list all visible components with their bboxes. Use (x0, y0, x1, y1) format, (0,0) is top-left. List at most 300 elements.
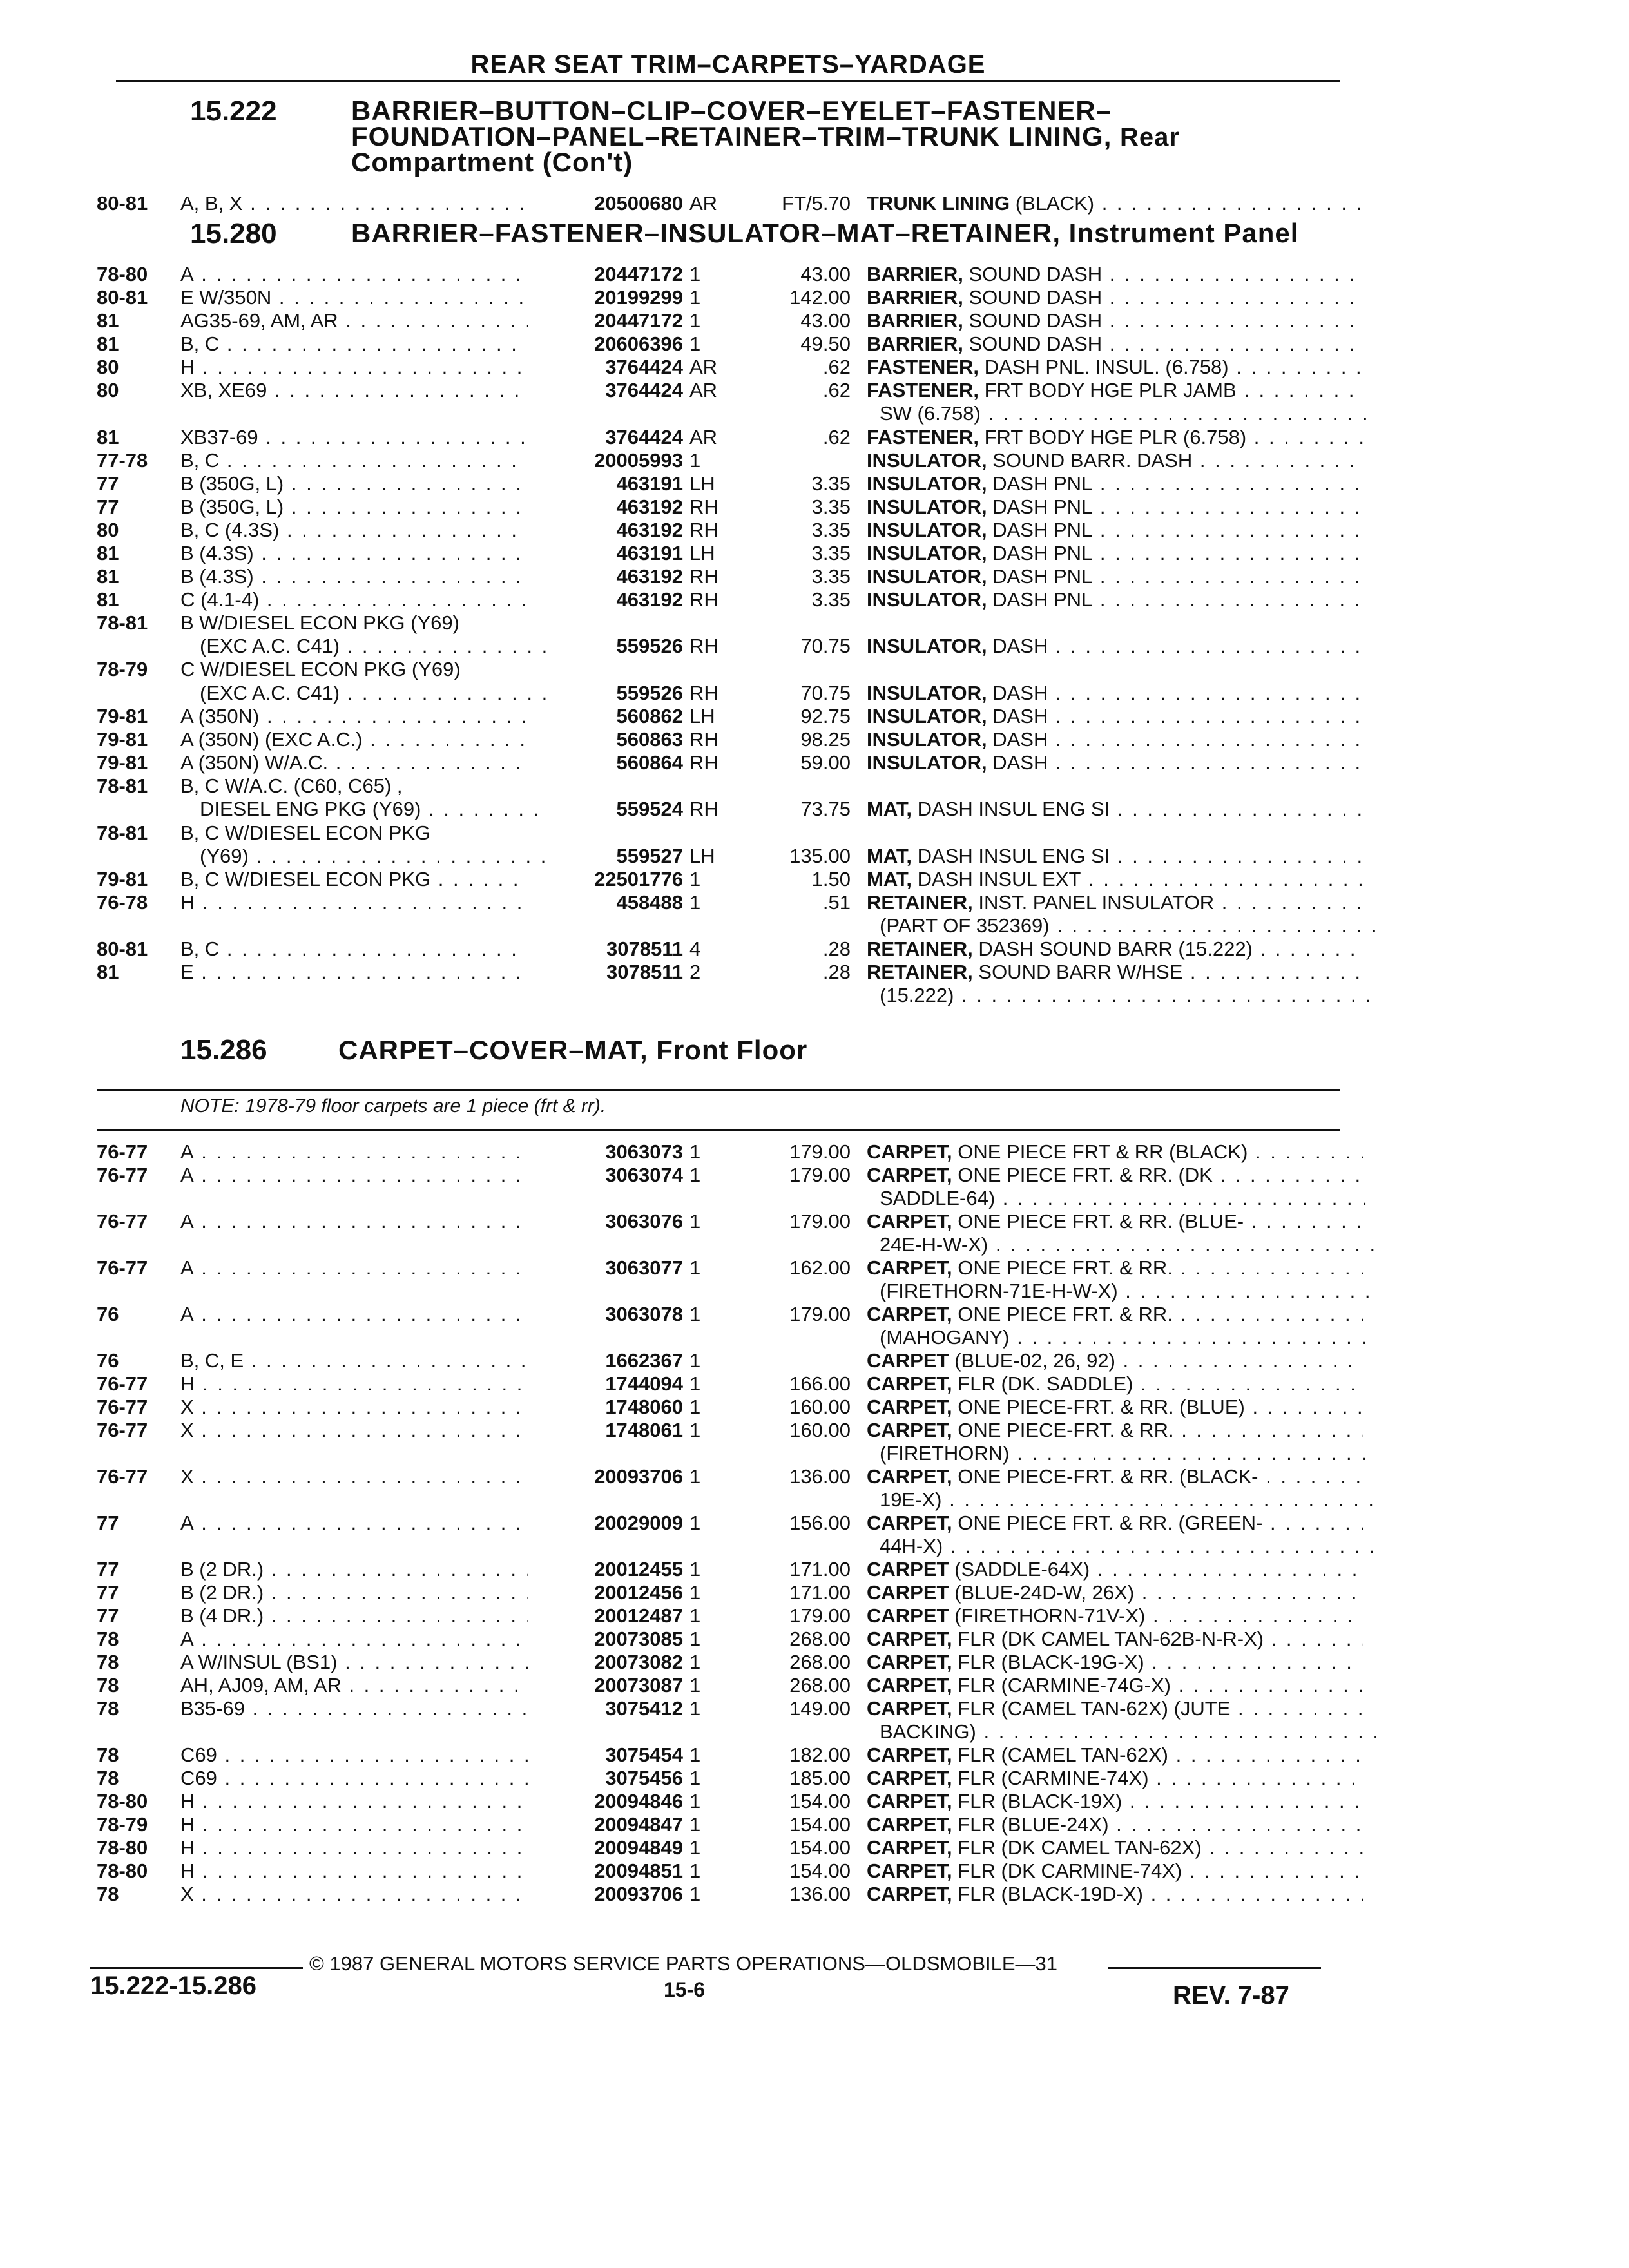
part-number: 1748060 (605, 1396, 683, 1418)
description-detail: 24E-H-W-X) (880, 1233, 988, 1256)
quantity: 1 (689, 891, 701, 914)
description-name: CARPET, (867, 1140, 952, 1163)
table-row (0, 542, 1629, 565)
model-year: 78 (97, 1883, 119, 1905)
model-year: 78-81 (97, 774, 148, 797)
description-name: CARPET, (867, 1628, 952, 1650)
model-year: 79-81 (97, 728, 148, 751)
description (867, 1790, 1363, 1813)
table-row (0, 1442, 1629, 1465)
quantity: RH (689, 565, 718, 588)
section-title-text: BARRIER–FASTENER–INSULATOR–MAT–RETAINER, (351, 218, 1061, 248)
quantity: 1 (689, 1883, 701, 1905)
description-detail: ONE PIECE FRT. & RR. (GREEN- (958, 1512, 1263, 1534)
table-row (0, 1396, 1629, 1419)
description-detail: SOUND DASH (969, 332, 1103, 355)
quantity: AR (689, 356, 718, 378)
table-row (0, 1651, 1629, 1674)
application: E W/350N . . . (180, 286, 528, 309)
footer-revision: REV. 7-87 (1173, 1981, 1289, 2010)
description (880, 402, 1376, 425)
description-detail: FLR (BLACK-19X) (958, 1790, 1123, 1812)
price: .28 (822, 937, 851, 960)
description-name: CARPET, (867, 1512, 952, 1534)
part-number: 3075412 (605, 1697, 683, 1720)
section-title-line2 (351, 121, 1180, 151)
model-year: 79-81 (97, 751, 148, 774)
description-name: CARPET, (867, 1767, 952, 1789)
note-rule-top (97, 1089, 1340, 1091)
price: .62 (822, 356, 851, 378)
quantity: RH (689, 682, 718, 704)
model-year: 76-77 (97, 1164, 148, 1186)
price: 149.00 (789, 1697, 851, 1720)
part-number: 22501776 (594, 868, 683, 890)
quantity: 1 (689, 1651, 701, 1673)
footer-rule-left (90, 1967, 303, 1969)
description-detail: DASH INSUL ENG SI (917, 798, 1110, 820)
quantity: 1 (689, 868, 701, 890)
part-number: 463192 (616, 588, 683, 611)
description (867, 519, 1363, 542)
price: 98.25 (800, 728, 851, 751)
price: 185.00 (789, 1767, 851, 1789)
part-number: 20606396 (594, 332, 683, 355)
price: 3.35 (811, 519, 851, 541)
part-number: 463192 (616, 565, 683, 588)
description (867, 891, 1363, 914)
application: B, C W/DIESEL ECON PKG . . . (180, 868, 528, 891)
quantity: LH (689, 542, 715, 564)
description-name: CARPET (867, 1581, 949, 1604)
price: 3.35 (811, 588, 851, 611)
part-number: 463192 (616, 495, 683, 518)
table-row (0, 1187, 1629, 1210)
description (880, 1720, 1376, 1744)
application: B W/DIESEL ECON PKG (Y69) (180, 611, 459, 634)
table-row (0, 565, 1629, 588)
description (880, 1280, 1376, 1303)
price: 43.00 (800, 263, 851, 285)
description-detail: FRT BODY HGE PLR (6.758) (984, 426, 1247, 448)
description-detail: DASH (992, 635, 1048, 657)
table-row (0, 1303, 1629, 1326)
description (867, 495, 1363, 519)
model-year: 80-81 (97, 192, 148, 215)
part-number: 560864 (616, 751, 683, 774)
part-number: 20500680 (594, 192, 683, 215)
description (880, 1187, 1376, 1210)
table-row (0, 984, 1629, 1007)
model-year: 76 (97, 1303, 119, 1325)
model-year: 76-77 (97, 1256, 148, 1279)
application: A . . . (180, 1164, 528, 1187)
description (867, 1628, 1363, 1651)
table-row (0, 1883, 1629, 1906)
application: A . . . (180, 1210, 528, 1233)
quantity: 1 (689, 332, 701, 355)
description-name: FASTENER, (867, 356, 979, 378)
model-year: 77 (97, 472, 119, 495)
description-name: BARRIER, (867, 332, 963, 355)
price: 156.00 (789, 1512, 851, 1534)
description-detail: DASH PNL (992, 588, 1093, 611)
application: X . . . (180, 1396, 528, 1419)
description (867, 1164, 1363, 1187)
description-detail: SOUND DASH (969, 263, 1103, 285)
footer-rule-right (1108, 1967, 1321, 1969)
table-row (0, 1535, 1629, 1558)
price: 179.00 (789, 1164, 851, 1186)
note-rule-bottom (97, 1129, 1340, 1131)
price: 268.00 (789, 1651, 851, 1673)
description-name: CARPET, (867, 1256, 952, 1279)
part-number: 463191 (616, 542, 683, 564)
part-number: 20447172 (594, 309, 683, 332)
description-detail: (BLACK) (1015, 192, 1095, 215)
table-row (0, 1697, 1629, 1720)
description-detail: FLR (DK CARMINE-74X) (958, 1860, 1182, 1882)
description-detail: ONE PIECE FRT & RR (BLACK) (958, 1140, 1248, 1163)
description-name: CARPET, (867, 1303, 952, 1325)
description-detail: (15.222) (880, 984, 954, 1006)
application: X . . . (180, 1419, 528, 1442)
description-detail: DASH (992, 682, 1048, 704)
table-row (0, 1419, 1629, 1442)
application: H . . . (180, 1372, 528, 1396)
description (867, 845, 1363, 868)
part-number: 1662367 (605, 1349, 683, 1372)
description (867, 192, 1363, 215)
price: 1.50 (811, 868, 851, 890)
description-name: INSULATOR, (867, 635, 987, 657)
description-name: RETAINER, (867, 937, 973, 960)
application: E . . . (180, 961, 528, 984)
section-note: NOTE: 1978-79 floor carpets are 1 piece (frt & rr). (180, 1095, 606, 1117)
model-year: 81 (97, 542, 119, 564)
price: 135.00 (789, 845, 851, 867)
description-detail: ONE PIECE-FRT. & RR. (BLACK- (958, 1465, 1258, 1488)
description-detail: ONE PIECE-FRT. & RR. (958, 1419, 1174, 1441)
model-year: 81 (97, 565, 119, 588)
quantity: 1 (689, 309, 701, 332)
description-detail: FLR (DK CAMEL TAN-62X) (958, 1836, 1202, 1859)
description-detail: DASH SOUND BARR (15.222) (978, 937, 1253, 960)
table-row (0, 682, 1629, 705)
application: C W/DIESEL ECON PKG (Y69) (180, 658, 461, 680)
description-detail: (FIRETHORN-71E-H-W-X) (880, 1280, 1118, 1302)
description-name: CARPET, (867, 1674, 952, 1696)
application: B, C . . . (180, 332, 528, 356)
description-detail: DASH PNL (992, 472, 1093, 495)
description-detail: (PART OF 352369) (880, 914, 1050, 937)
description-detail: DASH (992, 751, 1048, 774)
price: 49.50 (800, 332, 851, 355)
description-detail: SOUND BARR. DASH (992, 449, 1193, 472)
price: 70.75 (800, 682, 851, 704)
quantity: 2 (689, 961, 701, 983)
price: 154.00 (789, 1860, 851, 1882)
part-number: 1744094 (605, 1372, 683, 1395)
description-name: CARPET, (867, 1651, 952, 1673)
application: B (4.3S) . . . (180, 565, 528, 588)
price: 171.00 (789, 1581, 851, 1604)
application: C69 . . . (180, 1767, 528, 1790)
part-number: 3063074 (605, 1164, 683, 1186)
description-name: CARPET, (867, 1860, 952, 1882)
model-year: 78 (97, 1697, 119, 1720)
quantity: AR (689, 379, 718, 401)
table-row (0, 1836, 1629, 1860)
part-number: 559527 (616, 845, 683, 867)
section-title-tail: Instrument Panel (1068, 218, 1299, 248)
section-title-tail: Front Floor (656, 1035, 808, 1065)
table-row (0, 1628, 1629, 1651)
table-row (0, 1744, 1629, 1767)
price: 179.00 (789, 1140, 851, 1163)
description-detail: ONE PIECE-FRT. & RR. (BLUE) (958, 1396, 1245, 1418)
price: 3.35 (811, 472, 851, 495)
application: B, C, E . . . (180, 1349, 528, 1372)
table-row (0, 1465, 1629, 1488)
description (867, 1813, 1363, 1836)
application: A . . . (180, 1303, 528, 1326)
description (867, 1349, 1363, 1372)
description (867, 332, 1363, 356)
description (867, 1836, 1363, 1860)
application: B (4.3S) . . . (180, 542, 528, 565)
description-name: INSULATOR, (867, 542, 987, 564)
description (867, 1581, 1363, 1604)
description (880, 1442, 1376, 1465)
quantity: RH (689, 751, 718, 774)
description-detail: FLR (DK. SADDLE) (958, 1372, 1133, 1395)
application: C69 . . . (180, 1744, 528, 1767)
table-row (0, 798, 1629, 821)
description-name: CARPET (867, 1604, 949, 1627)
price: 268.00 (789, 1674, 851, 1696)
application: A . . . (180, 1140, 528, 1164)
description-name: BARRIER, (867, 286, 963, 309)
footer-copyright: © 1987 GENERAL MOTORS SERVICE PARTS OPERATIONS—OLDSMOBILE—31 (309, 1952, 1058, 1975)
section-title-line2-text: FOUNDATION–PANEL–RETAINER–TRIM–TRUNK LINING, (351, 121, 1112, 151)
table-row (0, 379, 1629, 402)
description-name: INSULATOR, (867, 565, 987, 588)
description (867, 1140, 1363, 1164)
part-number: 20094849 (594, 1836, 683, 1859)
description (867, 798, 1363, 821)
description (867, 1604, 1363, 1628)
section-number: 15.222 (190, 95, 277, 127)
quantity: 1 (689, 1628, 701, 1650)
description-detail: FLR (CAMEL TAN-62X) (JUTE (958, 1697, 1231, 1720)
section-title (351, 220, 1298, 246)
section-title-text: CARPET–COVER–MAT, (338, 1035, 648, 1065)
table-row (0, 914, 1629, 937)
description-name: TRUNK LINING (867, 192, 1010, 215)
model-year: 78-81 (97, 611, 148, 634)
description (867, 1744, 1363, 1767)
description-detail: (BLUE-24D-W, 26X) (954, 1581, 1135, 1604)
price: 3.35 (811, 495, 851, 518)
description (867, 751, 1363, 774)
description-detail: FLR (BLUE-24X) (958, 1813, 1109, 1836)
description (880, 1233, 1376, 1256)
model-year: 78-80 (97, 1790, 148, 1812)
description-name: INSULATOR, (867, 449, 987, 472)
page-title: REAR SEAT TRIM–CARPETS–YARDAGE (470, 50, 986, 79)
description-name: INSULATOR, (867, 682, 987, 704)
table-row (0, 868, 1629, 891)
quantity: 1 (689, 1419, 701, 1441)
table-row (0, 635, 1629, 658)
description (867, 1558, 1363, 1581)
description-detail: DASH PNL. INSUL. (6.758) (984, 356, 1229, 378)
description-detail: DASH PNL (992, 565, 1093, 588)
description-detail: ONE PIECE FRT. & RR. (DK (958, 1164, 1213, 1186)
price: 3.35 (811, 542, 851, 564)
table-row (0, 1326, 1629, 1349)
table-row (0, 751, 1629, 774)
price: 136.00 (789, 1883, 851, 1905)
table-row (0, 658, 1629, 681)
description (867, 588, 1363, 611)
description-detail: (MAHOGANY) (880, 1326, 1010, 1349)
part-number: 20199299 (594, 286, 683, 309)
application: AG35-69, AM, AR . . . (180, 309, 528, 332)
description-detail: 44H-X) (880, 1535, 943, 1557)
application: A . . . (180, 1512, 528, 1535)
quantity: 1 (689, 1512, 701, 1534)
description-detail: ONE PIECE FRT. & RR. (958, 1303, 1173, 1325)
price: 142.00 (789, 286, 851, 309)
description-name: CARPET, (867, 1697, 952, 1720)
model-year: 77 (97, 1604, 119, 1627)
quantity: LH (689, 472, 715, 495)
table-row (0, 822, 1629, 845)
model-year: 76-77 (97, 1419, 148, 1441)
description-detail: FLR (BLACK-19D-X) (958, 1883, 1143, 1905)
part-number: 559526 (616, 635, 683, 657)
price: FT/5.70 (782, 192, 851, 215)
model-year: 78 (97, 1744, 119, 1766)
application: B (350G, L) . . . (180, 472, 528, 495)
application: AH, AJ09, AM, AR . . . (180, 1674, 528, 1697)
model-year: 78 (97, 1628, 119, 1650)
table-row (0, 1674, 1629, 1697)
description-name: RETAINER, (867, 961, 973, 983)
description (867, 449, 1363, 472)
description (867, 1372, 1363, 1396)
quantity: 1 (689, 1790, 701, 1812)
price: .62 (822, 379, 851, 401)
description-name: CARPET, (867, 1836, 952, 1859)
part-number: 20447172 (594, 263, 683, 285)
model-year: 76-78 (97, 891, 148, 914)
model-year: 78-80 (97, 263, 148, 285)
table-row (0, 1604, 1629, 1628)
description-name: INSULATOR, (867, 472, 987, 495)
application: H . . . (180, 1813, 528, 1836)
model-year: 78-80 (97, 1836, 148, 1859)
application: A (350N) (EXC A.C.) . . . (180, 728, 528, 751)
description-detail: ONE PIECE FRT. & RR. (BLUE- (958, 1210, 1244, 1233)
price: 171.00 (789, 1558, 851, 1581)
table-row (0, 1767, 1629, 1790)
description (867, 1210, 1363, 1233)
quantity: LH (689, 845, 715, 867)
table-row (0, 519, 1629, 542)
description-name: CARPET, (867, 1210, 952, 1233)
table-row (0, 472, 1629, 495)
table-row (0, 937, 1629, 961)
price: .62 (822, 426, 851, 448)
table-row (0, 1558, 1629, 1581)
description (880, 914, 1376, 937)
description-detail: FLR (BLACK-19G-X) (958, 1651, 1144, 1673)
section-title (338, 1037, 807, 1063)
part-number: 3063073 (605, 1140, 683, 1163)
description-detail: (SADDLE-64X) (954, 1558, 1090, 1581)
quantity: RH (689, 588, 718, 611)
model-year: 80 (97, 356, 119, 378)
application: A W/INSUL (BS1) . . . (180, 1651, 528, 1674)
table-row (0, 332, 1629, 356)
table-row (0, 426, 1629, 449)
part-number: 559524 (616, 798, 683, 820)
application: XB, XE69 . . . (180, 379, 528, 402)
description (867, 1651, 1363, 1674)
description (867, 682, 1363, 705)
part-number: 1748061 (605, 1419, 683, 1441)
quantity: AR (689, 426, 718, 448)
application: B, C (4.3S) . . . (180, 519, 528, 542)
description-detail: FLR (DK CAMEL TAN-62B-N-R-X) (958, 1628, 1264, 1650)
description-detail: SOUND DASH (969, 286, 1103, 309)
description (867, 1767, 1363, 1790)
application: A, B, X . . . (180, 192, 528, 215)
quantity: 1 (689, 1558, 701, 1581)
description-detail: FLR (CARMINE-74X) (958, 1767, 1149, 1789)
application: B, C . . . (180, 449, 528, 472)
price: 73.75 (800, 798, 851, 820)
model-year: 78-79 (97, 1813, 148, 1836)
table-row (0, 402, 1629, 425)
description-detail: DASH (992, 728, 1048, 751)
table-row (0, 309, 1629, 332)
part-number: 458488 (616, 891, 683, 914)
application: B, C W/DIESEL ECON PKG (180, 822, 431, 844)
part-number: 3078511 (606, 961, 683, 983)
quantity: RH (689, 635, 718, 657)
description (867, 705, 1363, 728)
part-number: 3075456 (605, 1767, 683, 1789)
table-row (0, 705, 1629, 728)
application: A (350N) W/A.C. . . . (180, 751, 528, 774)
application: C (4.1-4) . . . (180, 588, 528, 611)
model-year: 79-81 (97, 868, 148, 890)
model-year: 79-81 (97, 705, 148, 727)
description-detail: SOUND BARR W/HSE (978, 961, 1183, 983)
description-detail: FRT BODY HGE PLR JAMB (984, 379, 1237, 401)
application: B (4 DR.) . . . (180, 1604, 528, 1628)
description (867, 542, 1363, 565)
price: .51 (822, 891, 851, 914)
price: 160.00 (789, 1396, 851, 1418)
quantity: LH (689, 705, 715, 727)
description-detail: DASH INSUL EXT (917, 868, 1081, 890)
price: 160.00 (789, 1419, 851, 1441)
